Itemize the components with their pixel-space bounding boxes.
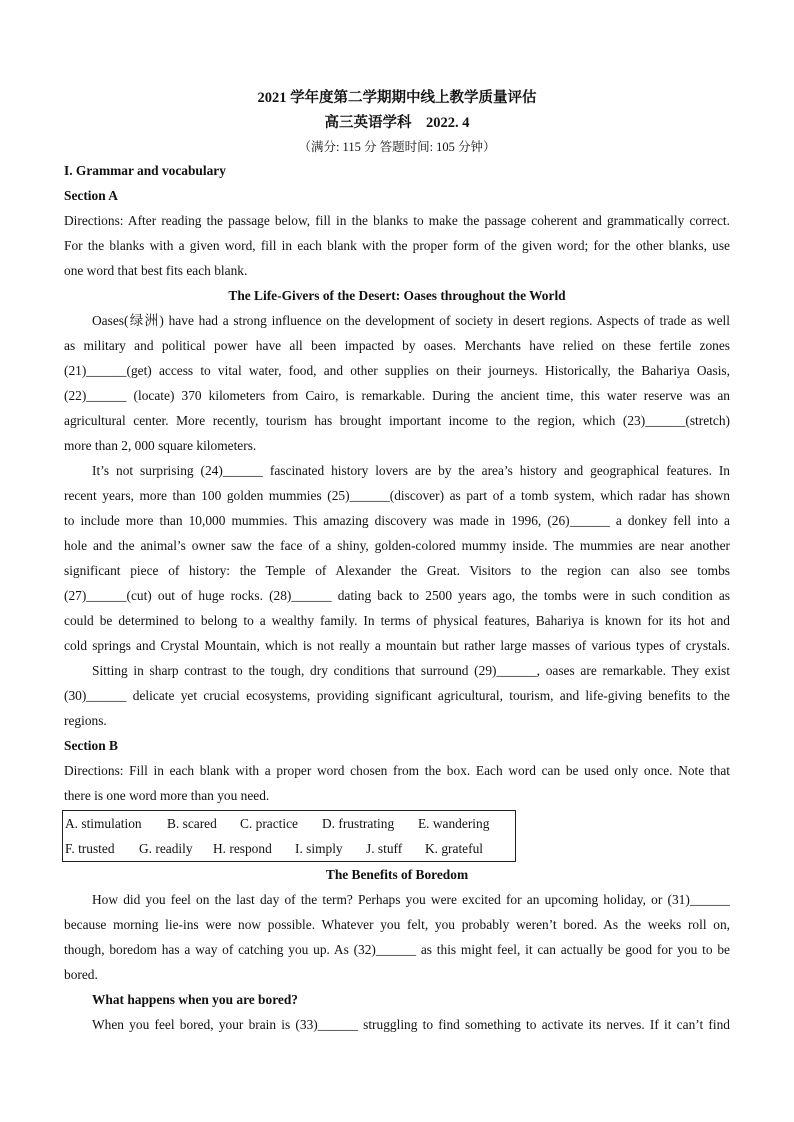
passage-line: cold springs and Crystal Mountain, which is not really a mountain but rather large masses of various types of crystals. [64,638,730,653]
word-option: C. practice [240,816,298,831]
passage-line: significant piece of history: the Temple of Alexander the Great. Visitors to the region can also see tombs [64,563,730,578]
word-box-row [65,836,515,861]
passage-b-subheading: What happens when you are bored? [92,992,298,1007]
word-option: F. trusted [65,841,115,856]
section-a-directions: For the blanks with a given word, fill in each blank with the proper form of the given word; for the other blanks, use [64,238,730,253]
passage-b-line: because morning lie-ins were now possible. Whatever you felt, you probably weren’t bored. As the weeks roll on, [64,917,730,932]
passage-title: The Life-Givers of the Desert: Oases throughout the World [228,288,566,303]
passage-line: could be determined to belong to a wealthy family. In terms of physical features, Bahariya is known for its hot and [64,613,730,628]
passage-line: as military and political power have all been impacted by oases. Merchants have relied on these fertile zones [64,338,730,353]
word-box-row [65,811,515,836]
word-option: I. simply [295,841,343,856]
word-option: K. grateful [425,841,484,856]
word-option: E. wandering [418,816,490,831]
passage-line: (30)______ delicate yet crucial ecosystems, providing significant agricultural, tourism, and life-giving benefits to the [64,688,730,703]
passage-line: regions. [64,713,107,728]
exam-page [64,86,730,1037]
passage-title-b: The Benefits of Boredom [325,867,469,882]
passage-line: (21)______(get) access to vital water, food, and other supplies on their journeys. Historically, the Bahariya Oasis, [64,363,730,378]
word-box [62,810,516,862]
passage-line: to include more than 10,000 mummies. This amazing discovery was made in 1996, (26)______ a donkey fell into a [64,513,730,528]
passage-line: recent years, more than 100 golden mummies (25)______(discover) as part of a tomb system, which radar has shown [64,488,730,503]
passage-line: Sitting in sharp contrast to the tough, dry conditions that surround (29)______, oases are remarkable. They exist [92,663,730,678]
word-option: G. readily [139,841,193,856]
word-option: H. respond [213,841,272,856]
passage-line: more than 2, 000 square kilometers. [64,438,257,453]
word-option: A. stimulation [65,816,142,831]
passage-b-line: When you feel bored, your brain is (33)______ struggling to find something to activate its nerves. If it can’t find [92,1017,730,1032]
passage-line: (22)______ (locate) 370 kilometers from Cairo, is remarkable. During the ancient time, this water reserve was an [64,388,730,403]
word-option: D. frustrating [322,816,395,831]
exam-meta: （满分: 115 分 答题时间: 105 分钟） [298,140,496,154]
section-a-directions: one word that best fits each blank. [64,263,248,278]
passage-b-line: bored. [64,967,98,982]
passage-line: hole and the animal’s owner saw the face of a shiny, golden-colored mummy inside. The mummies are near another [64,538,730,553]
word-option: B. scared [167,816,217,831]
exam-title: 2021 学年度第二学期期中线上教学质量评估 [257,90,537,106]
passage-line: agricultural center. More recently, tourism has brought important income to the region, which (23)______(stretch) [64,413,730,428]
part-heading: I. Grammar and vocabulary [64,163,226,178]
passage-b-line: How did you feel on the last day of the term? Perhaps you were excited for an upcoming holiday, or (31)______ [92,892,730,907]
passage-line: (27)______(cut) out of huge rocks. (28)______ dating back to 2500 years ago, the tombs were in such condition as [64,588,730,603]
section-b-directions: Directions: Fill in each blank with a proper word chosen from the box. Each word can be used only once. Note that [64,763,730,778]
section-b-label: Section B [64,738,118,753]
passage-line: It’s not surprising (24)______ fascinated history lovers are by the area’s history and geographical features. In [92,463,730,478]
passage-b-line: though, boredom has a way of catching you up. As (32)______ as this might feel, it can actually be good for you to be [64,942,730,957]
word-option: J. stuff [366,841,403,856]
section-a-label: Section A [64,188,118,203]
passage-line: Oases(绿洲) have had a strong influence on the development of society in desert regions. Aspects of trade as well [92,313,730,328]
section-a-directions: Directions: After reading the passage below, fill in the blanks to make the passage coherent and grammatically correct. [64,213,730,228]
exam-subject: 高三英语学科 2022. 4 [324,115,470,131]
section-b-directions: there is one word more than you need. [64,788,270,803]
